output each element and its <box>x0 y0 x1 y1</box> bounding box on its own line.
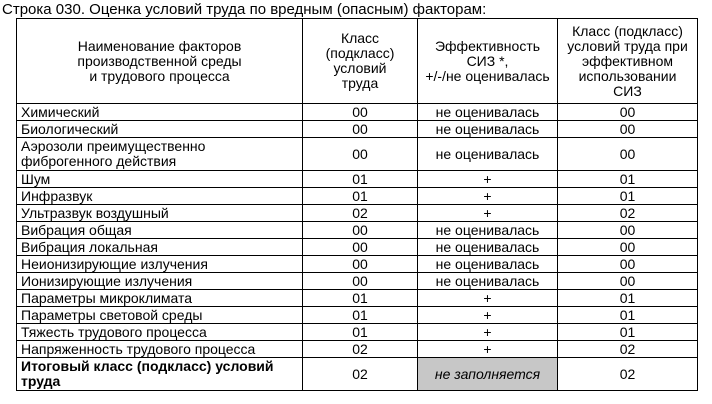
factor-class: 02 <box>303 205 418 222</box>
factor-class-siz: 01 <box>558 290 698 307</box>
table-row <box>17 239 698 256</box>
factor-class: 00 <box>303 222 418 239</box>
total-name: Итоговый класс (подкласс) условий труда <box>17 358 303 391</box>
table-caption: Строка 030. Оценка условий труда по вредным (опасным) факторам: <box>2 1 487 18</box>
factor-class-siz: 02 <box>558 205 698 222</box>
factor-class: 00 <box>303 273 418 290</box>
factor-class: 01 <box>303 324 418 341</box>
factor-siz: не оценивалась <box>418 138 558 171</box>
table-row <box>17 290 698 307</box>
table-row <box>17 256 698 273</box>
table-row <box>17 138 698 171</box>
factor-name: Ультразвук воздушный <box>17 205 303 222</box>
factor-class: 00 <box>303 239 418 256</box>
factor-class-siz: 02 <box>558 341 698 358</box>
factor-class-siz: 01 <box>558 171 698 188</box>
factor-name: Параметры микроклимата <box>17 290 303 307</box>
factor-name: Неионизирующие излучения <box>17 256 303 273</box>
factor-name: Вибрация локальная <box>17 239 303 256</box>
factor-siz: + <box>418 171 558 188</box>
header-class-siz: Класс (подкласс) условий труда при эффективном использовании СИЗ <box>558 19 698 104</box>
factor-siz: не оценивалась <box>418 104 558 121</box>
factor-class-siz: 00 <box>558 104 698 121</box>
header-siz: Эффективность СИЗ *, +/-/не оценивалась <box>418 19 558 104</box>
factor-class: 02 <box>303 341 418 358</box>
total-class: 02 <box>303 358 418 391</box>
total-row <box>17 358 698 391</box>
total-siz-not-filled: не заполняется <box>418 358 558 391</box>
table-row <box>17 121 698 138</box>
factor-siz: + <box>418 205 558 222</box>
factor-class-siz: 01 <box>558 324 698 341</box>
factor-siz: не оценивалась <box>418 256 558 273</box>
factor-class-siz: 00 <box>558 239 698 256</box>
table-row <box>17 222 698 239</box>
factor-class-siz: 00 <box>558 273 698 290</box>
factor-siz: не оценивалась <box>418 239 558 256</box>
factor-name: Ионизирующие излучения <box>17 273 303 290</box>
factor-class-siz: 01 <box>558 307 698 324</box>
total-class-siz: 02 <box>558 358 698 391</box>
factor-class-siz: 00 <box>558 222 698 239</box>
table-row <box>17 273 698 290</box>
factor-siz: + <box>418 188 558 205</box>
factor-siz: + <box>418 324 558 341</box>
factor-class: 00 <box>303 256 418 273</box>
factor-class-siz: 01 <box>558 188 698 205</box>
table-row <box>17 205 698 222</box>
factors-table <box>16 18 698 391</box>
factor-siz: + <box>418 290 558 307</box>
table-row <box>17 341 698 358</box>
table-row <box>17 171 698 188</box>
factor-name: Напряженность трудового процесса <box>17 341 303 358</box>
factor-name: Химический <box>17 104 303 121</box>
factor-siz: + <box>418 341 558 358</box>
factor-name: Параметры световой среды <box>17 307 303 324</box>
factor-class: 01 <box>303 188 418 205</box>
factor-siz: не оценивалась <box>418 121 558 138</box>
table-row <box>17 104 698 121</box>
factor-name: Аэрозоли преимущественно фиброгенного действия <box>17 138 303 171</box>
factor-class-siz: 00 <box>558 138 698 171</box>
header-row <box>17 19 698 104</box>
factor-class: 00 <box>303 138 418 171</box>
factor-class-siz: 00 <box>558 256 698 273</box>
table-row <box>17 324 698 341</box>
factor-class: 00 <box>303 104 418 121</box>
factor-siz: + <box>418 307 558 324</box>
factor-class: 01 <box>303 290 418 307</box>
factor-class: 01 <box>303 307 418 324</box>
factor-name: Тяжесть трудового процесса <box>17 324 303 341</box>
factor-class: 01 <box>303 171 418 188</box>
factor-name: Биологический <box>17 121 303 138</box>
factor-siz: не оценивалась <box>418 222 558 239</box>
table-row <box>17 188 698 205</box>
factor-name: Инфразвук <box>17 188 303 205</box>
factor-name: Вибрация общая <box>17 222 303 239</box>
factor-siz: не оценивалась <box>418 273 558 290</box>
factor-class-siz: 00 <box>558 121 698 138</box>
header-factor: Наименование факторов производственной среды и трудового процесса <box>17 19 303 104</box>
header-class: Класс (подкласс) условий труда <box>303 19 418 104</box>
factor-name: Шум <box>17 171 303 188</box>
table-row <box>17 307 698 324</box>
factor-class: 00 <box>303 121 418 138</box>
